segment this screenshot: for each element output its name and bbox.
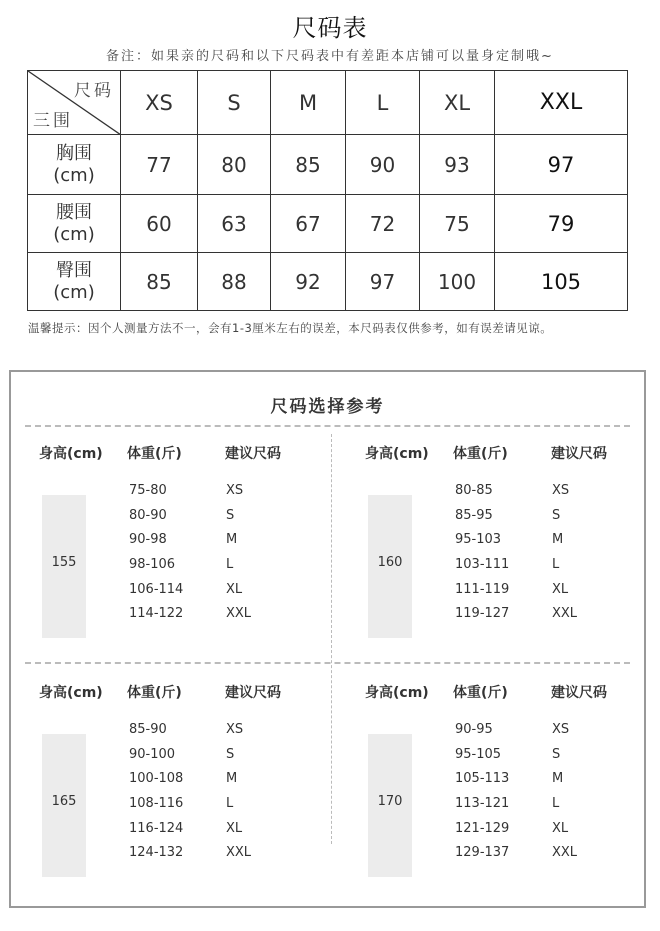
weight-range: 75-80 xyxy=(129,483,167,498)
weight-range: 98-106 xyxy=(129,557,176,572)
table-cell: 93 xyxy=(420,135,495,195)
suggested-size: XS xyxy=(226,483,244,498)
height-column-header: 身高(cm) xyxy=(365,685,429,701)
weight-range: 80-85 xyxy=(455,483,493,498)
row-label-text: 胸围 xyxy=(56,142,92,164)
weight-range: 108-116 xyxy=(129,796,184,811)
corner-measure-label: 三围 xyxy=(33,111,73,131)
suggested-size: M xyxy=(552,532,564,547)
weight-range: 111-119 xyxy=(455,582,510,597)
weight-range: 103-111 xyxy=(455,557,510,572)
waist-label xyxy=(28,195,121,253)
height-value: 170 xyxy=(377,794,403,809)
weight-range: 90-100 xyxy=(129,747,176,762)
hip-row xyxy=(28,253,628,311)
bust-row xyxy=(28,135,628,195)
table-cell: 90 xyxy=(346,135,420,195)
weight-range: 121-129 xyxy=(455,821,510,836)
suggested-size: L xyxy=(226,557,234,572)
size-table xyxy=(27,70,628,311)
suggested-size: XL xyxy=(226,821,243,836)
table-cell: 85 xyxy=(121,253,198,311)
table-cell: 75 xyxy=(420,195,495,253)
hip-label xyxy=(28,253,121,311)
size-guide-title: 尺码选择参考 xyxy=(270,397,385,417)
suggested-size: XXL xyxy=(552,845,578,860)
weight-range: 85-90 xyxy=(129,722,167,737)
corner-cell xyxy=(28,71,121,135)
suggested-size: XS xyxy=(552,483,570,498)
table-cell: 88 xyxy=(198,253,271,311)
measurement-tip: 温馨提示：因个人测量方法不一，会有1-3厘米左右的误差，本尺码表仅供参考，如有误差请见谅。 xyxy=(28,321,553,335)
suggested-size: XL xyxy=(226,582,243,597)
suggested-size: S xyxy=(226,747,235,762)
row-label-unit: (cm) xyxy=(53,164,95,186)
weight-range: 119-127 xyxy=(455,606,510,621)
table-cell: 97 xyxy=(495,135,628,195)
suggested-size: XL xyxy=(552,821,569,836)
weight-range: 80-90 xyxy=(129,508,167,523)
weight-range: 124-132 xyxy=(129,845,184,860)
table-cell: 105 xyxy=(495,253,628,311)
table-cell: 63 xyxy=(198,195,271,253)
table-cell: 60 xyxy=(121,195,198,253)
suggested-size: XS xyxy=(226,722,244,737)
weight-range: 85-95 xyxy=(455,508,493,523)
waist-row xyxy=(28,195,628,253)
table-cell: 97 xyxy=(346,253,420,311)
page-title: 尺码表 xyxy=(292,14,368,42)
weight-range: 90-95 xyxy=(455,722,493,737)
size-header-xs: XS xyxy=(121,71,198,135)
table-cell: 100 xyxy=(420,253,495,311)
weight-column-header: 体重(斤) xyxy=(127,446,182,462)
height-value: 165 xyxy=(51,794,77,809)
guide-title-divider xyxy=(25,425,630,427)
suggested-size: M xyxy=(552,771,564,786)
table-cell: 85 xyxy=(271,135,346,195)
suggested-size: S xyxy=(226,508,235,523)
weight-column-header: 体重(斤) xyxy=(453,685,508,701)
size-header-l: L xyxy=(346,71,420,135)
guide-group-170 xyxy=(365,682,660,902)
height-column-header: 身高(cm) xyxy=(39,446,103,462)
corner-size-label: 尺码 xyxy=(74,81,114,101)
suggested-size: XXL xyxy=(226,845,252,860)
table-cell: 79 xyxy=(495,195,628,253)
size-header-row xyxy=(28,71,628,135)
weight-range: 90-98 xyxy=(129,532,167,547)
row-label-text: 腰围 xyxy=(56,201,92,223)
table-cell: 92 xyxy=(271,253,346,311)
size-header-s: S xyxy=(198,71,271,135)
guide-group-160 xyxy=(365,443,660,663)
row-label-unit: (cm) xyxy=(53,281,95,303)
row-label-unit: (cm) xyxy=(53,223,95,245)
custom-tailoring-note: 备注：如果亲的尺码和以下尺码表中有差距本店铺可以量身定制哦~ xyxy=(106,49,554,64)
size-column-header: 建议尺码 xyxy=(225,446,281,462)
height-value: 155 xyxy=(51,555,77,570)
guide-group-155 xyxy=(39,443,339,663)
size-header-xxl: XXL xyxy=(495,71,628,135)
table-cell: 80 xyxy=(198,135,271,195)
table-cell: 77 xyxy=(121,135,198,195)
size-column-header: 建议尺码 xyxy=(551,685,607,701)
suggested-size: XL xyxy=(552,582,569,597)
suggested-size: L xyxy=(552,557,560,572)
weight-range: 105-113 xyxy=(455,771,510,786)
suggested-size: XXL xyxy=(552,606,578,621)
height-value: 160 xyxy=(377,555,403,570)
weight-range: 129-137 xyxy=(455,845,510,860)
weight-range: 114-122 xyxy=(129,606,184,621)
size-guide-panel xyxy=(9,370,646,908)
size-column-header: 建议尺码 xyxy=(551,446,607,462)
weight-range: 95-105 xyxy=(455,747,502,762)
weight-column-header: 体重(斤) xyxy=(127,685,182,701)
weight-range: 106-114 xyxy=(129,582,184,597)
height-column-header: 身高(cm) xyxy=(365,446,429,462)
row-label-text: 臀围 xyxy=(56,259,92,281)
height-column-header: 身高(cm) xyxy=(39,685,103,701)
size-header-xl: XL xyxy=(420,71,495,135)
weight-range: 100-108 xyxy=(129,771,184,786)
suggested-size: S xyxy=(552,747,561,762)
suggested-size: L xyxy=(226,796,234,811)
suggested-size: XS xyxy=(552,722,570,737)
weight-range: 116-124 xyxy=(129,821,184,836)
weight-range: 113-121 xyxy=(455,796,510,811)
guide-group-165 xyxy=(39,682,339,902)
suggested-size: M xyxy=(226,771,238,786)
weight-range: 95-103 xyxy=(455,532,502,547)
suggested-size: M xyxy=(226,532,238,547)
suggested-size: L xyxy=(552,796,560,811)
suggested-size: S xyxy=(552,508,561,523)
weight-column-header: 体重(斤) xyxy=(453,446,508,462)
table-cell: 67 xyxy=(271,195,346,253)
bust-label xyxy=(28,135,121,195)
size-column-header: 建议尺码 xyxy=(225,685,281,701)
suggested-size: XXL xyxy=(226,606,252,621)
size-header-m: M xyxy=(271,71,346,135)
table-cell: 72 xyxy=(346,195,420,253)
